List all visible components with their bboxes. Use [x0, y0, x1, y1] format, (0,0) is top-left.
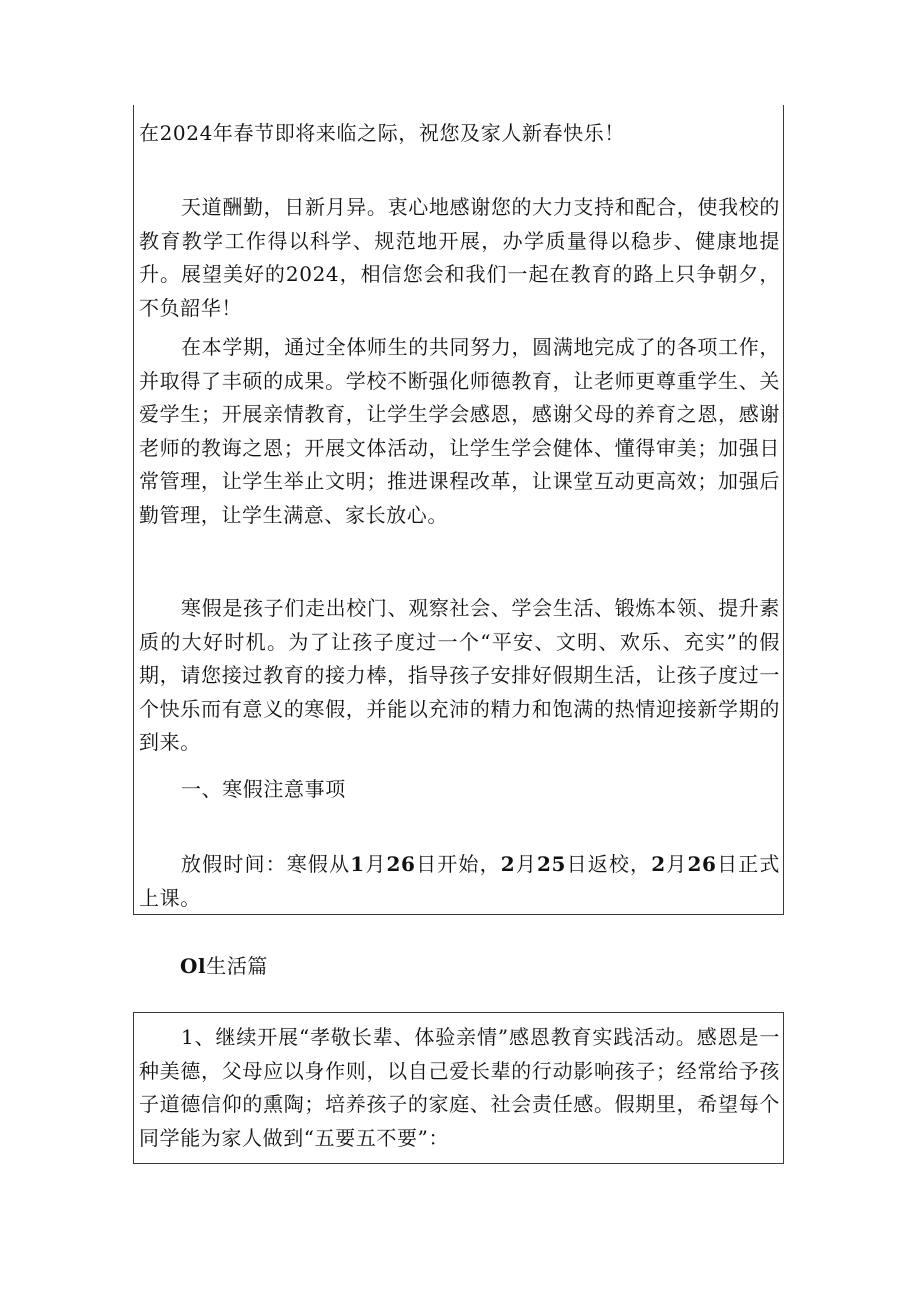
schedule-class-month: 2 — [651, 852, 666, 876]
section-one-heading: 一、寒假注意事项 — [181, 777, 346, 801]
life-item-one: 1、继续开展“孝敬长辈、体验亲情”感恩教育实践活动。感恩是一种美德，父母应以身作则，以自己爱长辈的行动影响孩子；经常给予孩子道德信仰的熏陶；培养孩子的家庭、社会责任感。假期里，希望每个同学能为家人做到“五要五不要”： — [139, 1025, 780, 1150]
life-section-heading — [180, 950, 268, 984]
notice-text-box — [133, 105, 784, 915]
schedule-paragraph — [134, 848, 785, 915]
schedule-return-month: 2 — [500, 852, 516, 876]
life-section-title: 生活篇 — [206, 954, 269, 978]
schedule-continuation: 课。 — [159, 885, 201, 910]
schedule-label: 放假时间：寒假从 — [181, 852, 351, 876]
schedule-return-suffix: 日返校， — [566, 852, 652, 876]
schedule-start-day: 26 — [386, 852, 416, 876]
schedule-class-suffix: 日正式上 — [139, 852, 780, 910]
life-section-box — [133, 1012, 784, 1164]
schedule-start-suffix: 日开始， — [415, 852, 501, 876]
schedule-start-month: 1 — [350, 852, 365, 876]
life-section-prefix: Ol — [180, 954, 207, 978]
paragraph-achievements: 在本学期，通过全体师生的共同努力，圆满地完成了的各项工作，并取得了丰硕的成果。学校不断强化师德教育，让老师更尊重学生、关爱学生；开展亲情教育，让学生学会感恩，感谢父母的养育之恩，感谢老师的教诲之恩；开展文体活动，让学生学会健体、懂得审美；加强日常管理，让学生举止文明；推进课程改革，让课堂互动更高效；加强后勤管理，让学生满意、家长放心。 — [139, 335, 780, 527]
schedule-month-char-1: 月 — [364, 852, 387, 876]
schedule-return-day: 25 — [536, 852, 567, 876]
paragraph-winter-break: 寒假是孩子们走出校门、观察社会、学会生活、锻炼本领、提升素质的大好时机。为了让孩子度过一个“平安、文明、欢乐、充实”的假期，请您接过教育的接力棒，指导孩子安排好假期生活，让孩子度过一个快乐而有意义的寒假，并能以充沛的精力和饱满的热情迎接新学期的到来。 — [139, 596, 780, 754]
greeting-line: 在2024年春节即将来临之际，祝您及家人新春快乐！ — [139, 121, 625, 145]
schedule-class-day: 26 — [687, 852, 717, 876]
schedule-month-char-3: 月 — [665, 852, 688, 876]
paragraph-thanks: 天道酬勤，日新月异。衷心地感谢您的大力支持和配合，使我校的教育教学工作得以科学、规范地开展，办学质量得以稳步、健康地提升。展望美好的2024，相信您会和我们一起在教育的路上只争朝夕，不负韶华！ — [139, 195, 780, 320]
schedule-month-char-2: 月 — [515, 852, 537, 876]
